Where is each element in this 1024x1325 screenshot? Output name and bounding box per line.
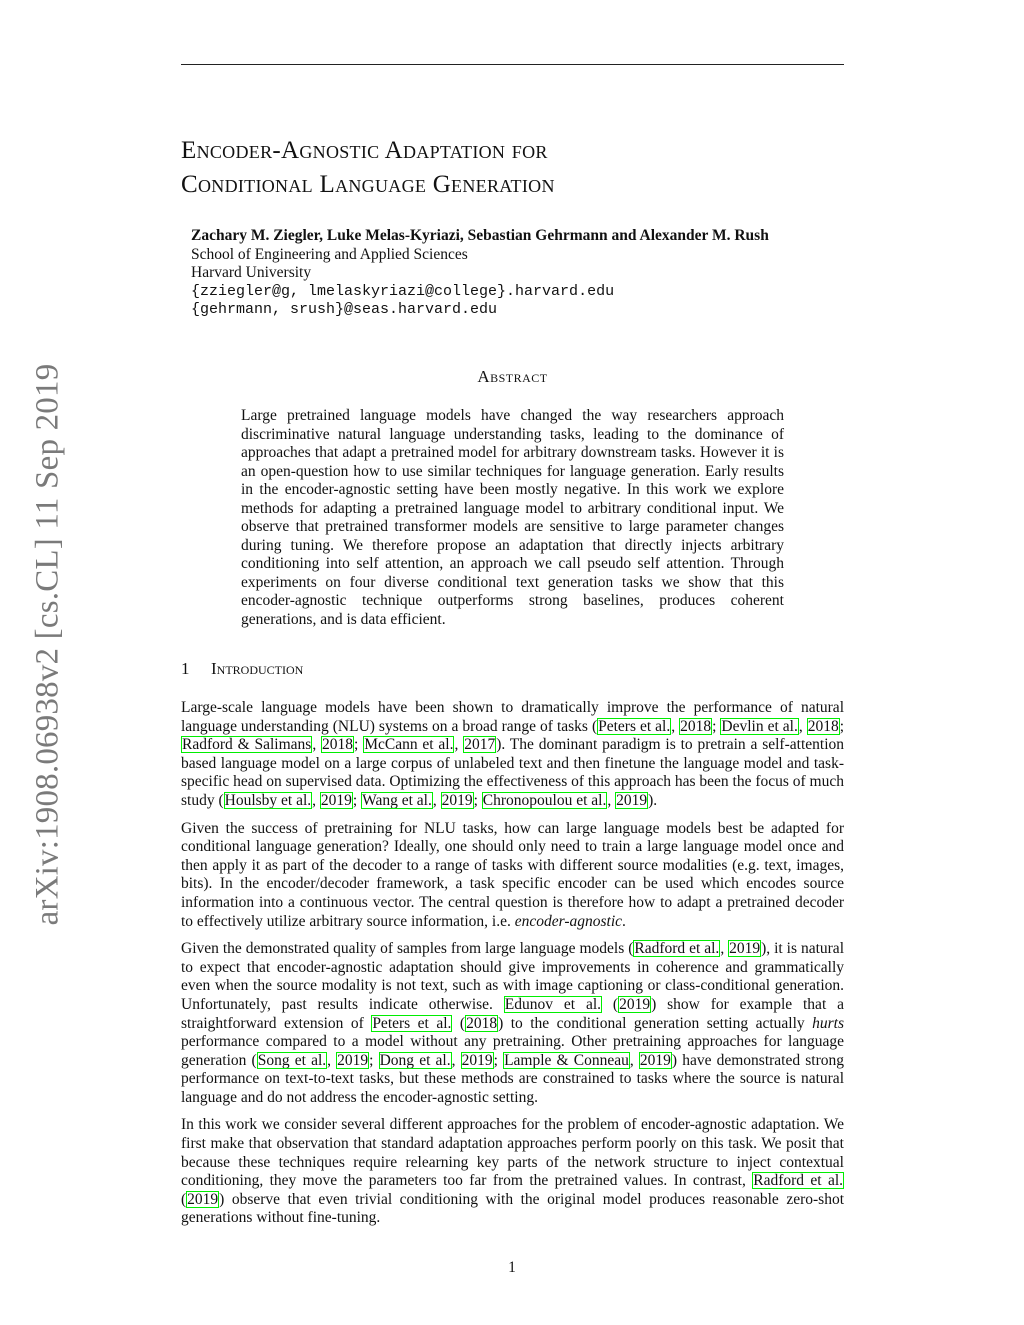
citation-link[interactable]: 2019 (337, 1051, 369, 1069)
abstract-heading: Abstract (477, 367, 548, 386)
text-run: ; (493, 1051, 504, 1069)
text-run: , (312, 736, 322, 754)
citation-link[interactable]: 2019 (320, 791, 352, 809)
citation-link[interactable]: 2019 (619, 995, 651, 1013)
citation-link[interactable]: 2019 (187, 1190, 219, 1208)
text-run: ; (839, 717, 845, 735)
citation-link[interactable]: 2018 (680, 717, 712, 735)
title-line-2: Conditional Language Generation (181, 171, 555, 198)
text-run: ; (712, 717, 721, 735)
emphasis: hurts (812, 1014, 844, 1032)
citation-link[interactable]: Radford et al. (634, 940, 720, 958)
text-run: , (451, 1051, 461, 1069)
text-run: , (312, 791, 320, 809)
text-run: ). (648, 791, 658, 809)
text-run: Given the success of pretraining for NLU tasks, how can large language models best be adapted for conditional language generation? Ideally, one should only need to train a large language model once and then apply it as part of the decoder to a range of tasks with different source modalities (e.g. text, images, bits). In the encoder/decoder framework, a task specific encoder can be used which encodes source information into a continuous vector. The central question is therefore how to adapt a pretrained decoder to effectively utilize arbitrary source information, i.e. (181, 819, 844, 930)
text-run: . (622, 912, 626, 930)
text-run: , (432, 791, 441, 809)
text-run: ) have demonstrated strong performance on text-to-text tasks, but these methods are constrained to tasks where the source is natural language and do not address the encoder-agnostic setting. (181, 1051, 845, 1106)
text-run: , (607, 791, 616, 809)
citation-link[interactable]: 2018 (322, 736, 354, 754)
text-run: , (798, 717, 807, 735)
paragraph-4 (181, 1116, 844, 1228)
citation-link[interactable]: Edunov et al. (504, 995, 602, 1013)
text-run: ; (473, 791, 482, 809)
email-line-1: {zziegler@g, lmelaskyriazi@college}.harvard.edu (191, 282, 615, 300)
emphasis: encoder-agnostic (514, 912, 622, 930)
top-rule (181, 64, 844, 65)
text-run: , (327, 1051, 337, 1069)
text-run: performance compared to a model without any pretraining. Other pretraining approaches for language generation ( (181, 1033, 844, 1069)
citation-link[interactable]: 2019 (461, 1051, 493, 1069)
page-number: 1 (508, 1259, 516, 1276)
citation-link[interactable]: Song et al. (257, 1051, 327, 1069)
text-run: ; (352, 791, 362, 809)
section-body (181, 699, 844, 1237)
paragraph-1 (181, 699, 844, 811)
citation-link[interactable]: Peters et al. (598, 717, 671, 735)
text-run: ; (354, 736, 364, 754)
citation-link[interactable]: Radford & Salimans (182, 736, 312, 754)
text-run: Given the demonstrated quality of samples from large language models ( (181, 940, 634, 958)
email-line-2: {gehrmann, srush}@seas.harvard.edu (191, 301, 498, 318)
arxiv-identifier[interactable]: arXiv:1908.06938v2 [cs.CL] 11 Sep 2019 (29, 363, 66, 926)
citation-link[interactable]: 2018 (466, 1014, 498, 1032)
citation-link[interactable]: Radford et al. (753, 1172, 843, 1190)
text-run: ; (369, 1051, 379, 1069)
abstract-text: Large pretrained language models have changed the way researchers approach discriminative natural language understanding tasks, leading to the dominance of approaches that adapt a pretrained model for arbitrary downstream tasks. However it is an open-question how to use similar techniques for language generation. Early results in the encoder-agnostic setting have been mostly negative. In this work we explore methods for adapting a pretrained language model to arbitrary conditional input. We observe that pretrained transformer models are sensitive to large parameter changes during tuning. We therefore propose an adaptation that directly injects arbitrary conditioning into self attention, an approach we call pseudo self attention. Through experiments on four diverse conditional text generation tasks we show that this encoder-agnostic technique outperforms strong baselines, produces coherent generations, and is data efficient. (241, 407, 784, 628)
citation-link[interactable]: 2019 (441, 791, 473, 809)
text-run: ) show for example that a straightforward extension of (181, 995, 844, 1032)
title-line-1: Encoder-Agnostic Adaptation for (181, 137, 548, 164)
citation-link[interactable]: 2018 (807, 717, 839, 735)
citation-link[interactable]: 2019 (729, 940, 761, 958)
text-run: , (629, 1051, 639, 1069)
text-run: ) observe that even trivial conditioning with the original model produces reasonable zero-shot generations without fine-tuning. (181, 1190, 844, 1227)
paragraph-2 (181, 820, 844, 932)
text-run: ( (181, 1190, 187, 1208)
text-run: ), it is natural to expect that encoder-agnostic adaptation should give improvements in coherence and grammatically even when the source modality is not text, such as with image captioning or class-conditional generation. Unfortunately, past results indicate otherwise. (181, 940, 844, 1013)
citation-link[interactable]: 2019 (639, 1051, 671, 1069)
citation-link[interactable]: Lample & Conneau (504, 1051, 629, 1069)
citation-link[interactable]: Devlin et al. (721, 717, 798, 735)
author-names: Zachary M. Ziegler, Luke Melas-Kyriazi, Sebastian Gehrmann and Alexander M. Rush (191, 227, 769, 244)
text-run: ( (452, 1014, 466, 1032)
citation-link[interactable]: Dong et al. (379, 1051, 451, 1069)
citation-link[interactable]: 2019 (616, 791, 648, 809)
author-block (191, 227, 851, 320)
text-run: Large-scale language models have been shown to dramatically improve the performance of natural language understanding (NLU) systems on a broad range of tasks ( (181, 699, 844, 735)
paper-title (181, 134, 844, 202)
text-run: , (454, 736, 464, 754)
citation-link[interactable]: Houlsby et al. (224, 791, 312, 809)
section-heading (181, 659, 303, 679)
text-run: ). The dominant paradigm is to pretrain a self-attention based language model on a large corpus of unlabeled text and then finetune the language model and task-specific head on supervised data. Optimizing the effectiveness of this approach has been the focus of much study ( (181, 736, 844, 809)
citation-link[interactable]: Peters et al. (372, 1014, 452, 1032)
affiliation: School of Engineering and Applied Sciences (191, 245, 468, 263)
citation-link[interactable]: Wang et al. (362, 791, 432, 809)
text-run: ( (602, 995, 619, 1013)
section-title: Introduction (211, 659, 304, 678)
citation-link[interactable]: Chronopoulou et al. (482, 791, 607, 809)
paragraph-3 (181, 940, 844, 1107)
text-run: , (720, 940, 729, 958)
university: Harvard University (191, 264, 312, 281)
text-run: ) to the conditional generation setting actually (498, 1014, 813, 1032)
citation-link[interactable]: McCann et al. (364, 736, 454, 754)
text-run: , (671, 717, 680, 735)
citation-link[interactable]: 2017 (464, 736, 496, 754)
text-run: In this work we consider several different approaches for the problem of encoder-agnostic adaptation. We first make that observation that standard adaptation approaches perform poorly on this task. We posit that because these techniques require relearning key parts of the network structure to inject contextual conditioning, they move the parameters too far from the pretrained values. In contrast, (181, 1116, 844, 1190)
section-number: 1 (181, 659, 190, 678)
